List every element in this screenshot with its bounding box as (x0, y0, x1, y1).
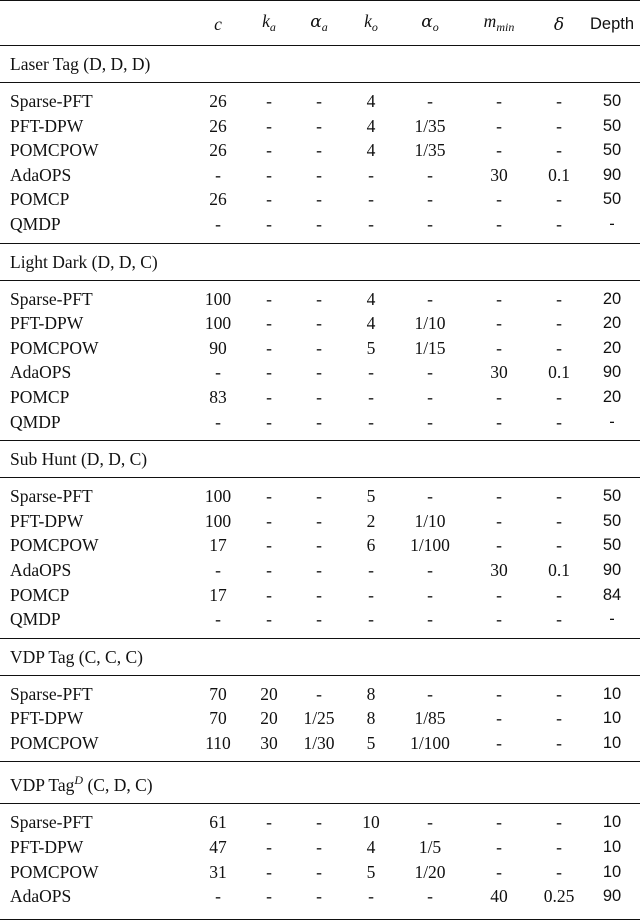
table-cell: 17 (209, 535, 227, 556)
table-cell: - (266, 115, 272, 136)
table-cell: 30 (490, 164, 508, 185)
algorithm-name: POMCPOW (10, 861, 99, 882)
table-cell: - (609, 214, 615, 233)
table-cell: 1/25 (303, 708, 335, 729)
table-cell: - (316, 164, 322, 185)
table-row (0, 114, 640, 139)
table-cell: 4 (366, 313, 376, 334)
table-cell: - (316, 559, 322, 580)
table-cell: 50 (602, 487, 622, 506)
algorithm-name: AdaOPS (10, 886, 72, 907)
table-cell: - (368, 886, 374, 907)
table-cell: - (556, 313, 562, 334)
table-cell: - (496, 189, 502, 210)
table-cell: 8 (366, 683, 376, 704)
table-cell: - (266, 140, 272, 161)
table-row (0, 163, 640, 188)
table-cell: - (556, 213, 562, 234)
table-row (0, 509, 640, 534)
algorithm-name: POMCP (10, 584, 70, 605)
table-cell: 0.1 (548, 559, 570, 580)
table-cell: - (368, 189, 374, 210)
table-cell: 30 (260, 732, 278, 753)
table-cell: 1/15 (414, 337, 446, 358)
table-cell: 6 (366, 535, 376, 556)
table-cell: 47 (209, 837, 227, 858)
table-cell: - (427, 683, 433, 704)
table-cell: - (266, 313, 272, 334)
table-cell: - (316, 313, 322, 334)
table-cell: 4 (366, 115, 376, 136)
table-cell: 50 (602, 141, 622, 160)
table-cell: - (215, 609, 221, 630)
header-name (0, 1, 190, 46)
table-cell: - (368, 164, 374, 185)
table-cell: 1/100 (410, 732, 450, 753)
table-cell: - (266, 189, 272, 210)
table-row (0, 706, 640, 731)
table-cell: 31 (209, 861, 227, 882)
algorithm-name: AdaOPS (10, 164, 72, 185)
algorithm-name: AdaOPS (10, 559, 72, 580)
table-cell: - (266, 584, 272, 605)
section-title-text: Light Dark (D, D, C) (10, 251, 158, 272)
table-cell: 20 (602, 289, 622, 308)
section-header-row (0, 46, 640, 83)
header-m-min: $m_{min}$ (464, 1, 534, 46)
table-cell: 0.1 (548, 164, 570, 185)
table-cell: - (609, 412, 615, 431)
table-cell: 26 (209, 91, 227, 111)
table-cell: - (368, 386, 374, 407)
table-cell: 100 (204, 510, 232, 531)
table-cell: 17 (209, 584, 227, 605)
section-title (0, 243, 640, 280)
table-cell: - (427, 386, 433, 407)
table-cell: 90 (602, 887, 622, 906)
header-c: c (190, 1, 246, 46)
table-cell: - (266, 886, 272, 907)
table-cell: - (556, 486, 562, 507)
header-delta: δ (534, 1, 584, 46)
table-cell: - (215, 362, 221, 383)
table-cell: 1/5 (418, 837, 442, 858)
table-cell: - (215, 164, 221, 185)
table-cell: - (556, 140, 562, 161)
table-cell: - (427, 91, 433, 111)
table-cell: 4 (366, 837, 376, 858)
table-cell: - (316, 535, 322, 556)
section-title-rest: (C, D, C) (83, 775, 153, 796)
algorithm-name: Sparse-PFT (10, 486, 93, 507)
table-row (0, 410, 640, 435)
table-cell: - (266, 609, 272, 630)
table-cell: 100 (204, 288, 232, 309)
table-cell: - (368, 411, 374, 432)
table-cell: - (427, 812, 433, 833)
table-row (0, 731, 640, 756)
table-cell: - (556, 288, 562, 309)
table-cell: - (316, 812, 322, 833)
table-cell: 50 (602, 511, 622, 530)
table-cell: - (609, 610, 615, 629)
table-cell: - (316, 362, 322, 383)
table-cell: 61 (209, 812, 227, 833)
algorithm-name: POMCP (10, 386, 70, 407)
table-cell: - (316, 288, 322, 309)
table-cell: 26 (209, 140, 227, 161)
table-cell: 50 (602, 116, 622, 135)
section-title (0, 638, 640, 675)
table-cell: - (496, 535, 502, 556)
table-cell: - (316, 584, 322, 605)
table-cell: - (496, 91, 502, 111)
algorithm-name: Sparse-PFT (10, 683, 93, 704)
header-k-o: $k_o$ (346, 1, 396, 46)
table-cell: 8 (366, 708, 376, 729)
table-row (0, 682, 640, 707)
table-cell: 90 (602, 560, 622, 579)
section-title-superscript: D (74, 773, 84, 788)
table-cell: - (556, 386, 562, 407)
table-cell: - (316, 115, 322, 136)
algorithm-name: AdaOPS (10, 362, 72, 383)
table-cell: - (215, 213, 221, 234)
table-cell: 2 (366, 510, 376, 531)
table-cell: 83 (209, 386, 227, 407)
algorithm-name: Sparse-PFT (10, 91, 93, 111)
table-cell: 20 (260, 708, 278, 729)
table-row (0, 385, 640, 410)
table-cell: - (496, 411, 502, 432)
table-cell: 10 (602, 813, 622, 832)
table-cell: - (556, 861, 562, 882)
table-cell: - (427, 362, 433, 383)
table-cell: 50 (602, 190, 622, 209)
table-cell: 84 (602, 585, 622, 604)
table-cell: - (266, 559, 272, 580)
table-cell: - (556, 812, 562, 833)
table-cell: - (266, 164, 272, 185)
table-cell: - (496, 861, 502, 882)
algorithm-name: QMDP (10, 411, 61, 432)
table-cell: - (316, 510, 322, 531)
table-cell: - (427, 411, 433, 432)
table-cell: - (556, 708, 562, 729)
table-row (0, 533, 640, 558)
algorithm-name: POMCPOW (10, 140, 99, 161)
table-cell: - (266, 213, 272, 234)
header-alpha-a: $\alpha_a$ (292, 1, 346, 46)
table-cell: 1/35 (414, 115, 446, 136)
table-cell: 10 (362, 812, 380, 833)
table-cell: - (496, 288, 502, 309)
table-cell: 1/85 (414, 708, 446, 729)
table-cell: - (316, 837, 322, 858)
table-cell: 90 (602, 165, 622, 184)
table-cell: 50 (602, 536, 622, 555)
table-cell: - (556, 683, 562, 704)
table-cell: - (556, 584, 562, 605)
table-cell: - (427, 559, 433, 580)
table-cell: - (266, 837, 272, 858)
table-cell: 1/35 (414, 140, 446, 161)
algorithm-name: PFT-DPW (10, 510, 84, 531)
table-cell: 10 (602, 733, 622, 752)
table-cell: 90 (602, 363, 622, 382)
table-cell: - (556, 189, 562, 210)
algorithm-name: POMCPOW (10, 535, 99, 556)
table-cell: - (427, 288, 433, 309)
table-cell: - (496, 486, 502, 507)
table-cell: - (316, 411, 322, 432)
table-cell: - (496, 683, 502, 704)
section-header-row (0, 441, 640, 478)
table-cell: - (496, 510, 502, 531)
section-title-text: Sub Hunt (D, D, C) (10, 449, 148, 470)
algorithm-name: PFT-DPW (10, 313, 84, 334)
table-cell: - (496, 609, 502, 630)
table-cell: 50 (602, 92, 622, 110)
table-row (0, 860, 640, 885)
header-k-a: $k_a$ (246, 1, 292, 46)
table-cell: - (266, 288, 272, 309)
table-cell: 5 (366, 337, 376, 358)
table-cell: 20 (602, 387, 622, 406)
table-cell: 4 (366, 288, 376, 309)
table-row (0, 558, 640, 583)
table-cell: 5 (366, 861, 376, 882)
table-row (0, 89, 640, 114)
table-cell: 1/30 (303, 732, 335, 753)
table-cell: - (556, 115, 562, 136)
table-cell: - (368, 213, 374, 234)
table-cell: 4 (366, 140, 376, 161)
table-cell: 30 (490, 362, 508, 383)
table-cell: - (316, 886, 322, 907)
table-cell: - (496, 732, 502, 753)
table-cell: - (266, 411, 272, 432)
table-row (0, 311, 640, 336)
table-cell: 100 (204, 313, 232, 334)
table-row (0, 138, 640, 163)
table-cell: - (496, 386, 502, 407)
table-cell: 20 (260, 683, 278, 704)
table-cell: - (556, 91, 562, 111)
table-row (0, 287, 640, 312)
table-cell: - (496, 140, 502, 161)
algorithm-name: POMCPOW (10, 337, 99, 358)
table-cell: - (427, 189, 433, 210)
section-title (0, 441, 640, 478)
table-cell: - (316, 91, 322, 111)
table-cell: - (556, 411, 562, 432)
table-row (0, 484, 640, 509)
table-cell: - (316, 609, 322, 630)
algorithm-name: Sparse-PFT (10, 288, 93, 309)
table-cell: 10 (602, 838, 622, 857)
table-cell: - (266, 812, 272, 833)
table-row (0, 583, 640, 608)
table-row (0, 607, 640, 632)
section-title-text: VDP Tag (10, 775, 75, 796)
algorithm-name: PFT-DPW (10, 708, 84, 729)
table-cell: - (266, 337, 272, 358)
table-cell: - (556, 837, 562, 858)
section-header-row (0, 762, 640, 804)
header-depth: Depth (584, 1, 640, 46)
table-cell: 40 (490, 886, 508, 907)
table-cell: - (368, 362, 374, 383)
table-cell: - (215, 559, 221, 580)
algorithm-name: Sparse-PFT (10, 812, 93, 833)
table-cell: 5 (366, 486, 376, 507)
table-cell: 110 (205, 732, 231, 753)
table-cell: - (266, 386, 272, 407)
table-cell: - (427, 584, 433, 605)
table-cell: - (316, 683, 322, 704)
table-cell: - (316, 486, 322, 507)
spacer-row (0, 909, 640, 920)
table-cell: - (266, 486, 272, 507)
table-cell: 4 (366, 91, 376, 111)
algorithm-name: POMCPOW (10, 732, 99, 753)
header-alpha-o: $\alpha_o$ (396, 1, 464, 46)
algorithm-name: QMDP (10, 609, 61, 630)
table-row (0, 835, 640, 860)
table-cell: 26 (209, 189, 227, 210)
table-cell: - (266, 91, 272, 111)
section-header-row (0, 638, 640, 675)
table-row (0, 884, 640, 909)
table-cell: 0.25 (543, 886, 575, 907)
table-row (0, 810, 640, 835)
table-cell: - (556, 510, 562, 531)
table-cell: 1/20 (414, 861, 446, 882)
section-title-text: Laser Tag (D, D, D) (10, 54, 151, 74)
table-body (0, 46, 640, 920)
algorithm-name: QMDP (10, 213, 61, 234)
table-cell: 1/100 (410, 535, 450, 556)
table-cell: - (316, 140, 322, 161)
table-cell: 70 (209, 683, 227, 704)
table-cell: - (368, 609, 374, 630)
table-cell: - (427, 213, 433, 234)
section-header-row (0, 243, 640, 280)
algorithm-name: PFT-DPW (10, 837, 84, 858)
table-cell: - (556, 609, 562, 630)
table-cell: - (316, 337, 322, 358)
table-cell: 1/10 (414, 510, 446, 531)
table-cell: - (215, 411, 221, 432)
table-cell: - (316, 386, 322, 407)
table-cell: - (368, 559, 374, 580)
table-cell: 10 (602, 862, 622, 881)
table-cell: 26 (209, 115, 227, 136)
table-cell: - (266, 861, 272, 882)
table-cell: 70 (209, 708, 227, 729)
table-row (0, 360, 640, 385)
table-cell: - (496, 708, 502, 729)
table-cell: - (496, 837, 502, 858)
table-cell: 20 (602, 314, 622, 333)
table-cell: - (496, 115, 502, 136)
section-title (0, 46, 640, 83)
table-cell: - (316, 189, 322, 210)
table-cell: 5 (366, 732, 376, 753)
table-cell: - (427, 164, 433, 185)
table-row (0, 187, 640, 212)
section-title-text: VDP Tag (C, C, C) (10, 646, 143, 667)
table-cell: - (556, 535, 562, 556)
algorithm-name: POMCP (10, 189, 70, 210)
table-cell: 90 (209, 337, 227, 358)
table-cell: - (496, 213, 502, 234)
table-cell: - (316, 213, 322, 234)
table-cell: - (427, 886, 433, 907)
table-cell: 30 (490, 559, 508, 580)
table-cell: 0.1 (548, 362, 570, 383)
table-cell: 10 (602, 709, 622, 728)
table-cell: - (496, 313, 502, 334)
table-cell: - (266, 535, 272, 556)
table-cell: 100 (204, 486, 232, 507)
table-row (0, 336, 640, 361)
table-cell: - (215, 886, 221, 907)
table-cell: - (266, 362, 272, 383)
table-cell: - (316, 861, 322, 882)
algorithm-name: PFT-DPW (10, 115, 84, 136)
table-cell: 10 (602, 684, 622, 703)
table-cell: - (556, 337, 562, 358)
table-cell: - (427, 609, 433, 630)
table-cell: - (496, 812, 502, 833)
table-cell: - (556, 732, 562, 753)
table-cell: - (427, 486, 433, 507)
table-cell: - (266, 510, 272, 531)
section-title (0, 762, 640, 804)
table-cell: 1/10 (414, 313, 446, 334)
table-header-row (0, 1, 640, 46)
table-row (0, 212, 640, 237)
table-cell: - (368, 584, 374, 605)
table-cell: 20 (602, 338, 622, 357)
table-cell: - (496, 584, 502, 605)
table-cell: - (496, 337, 502, 358)
